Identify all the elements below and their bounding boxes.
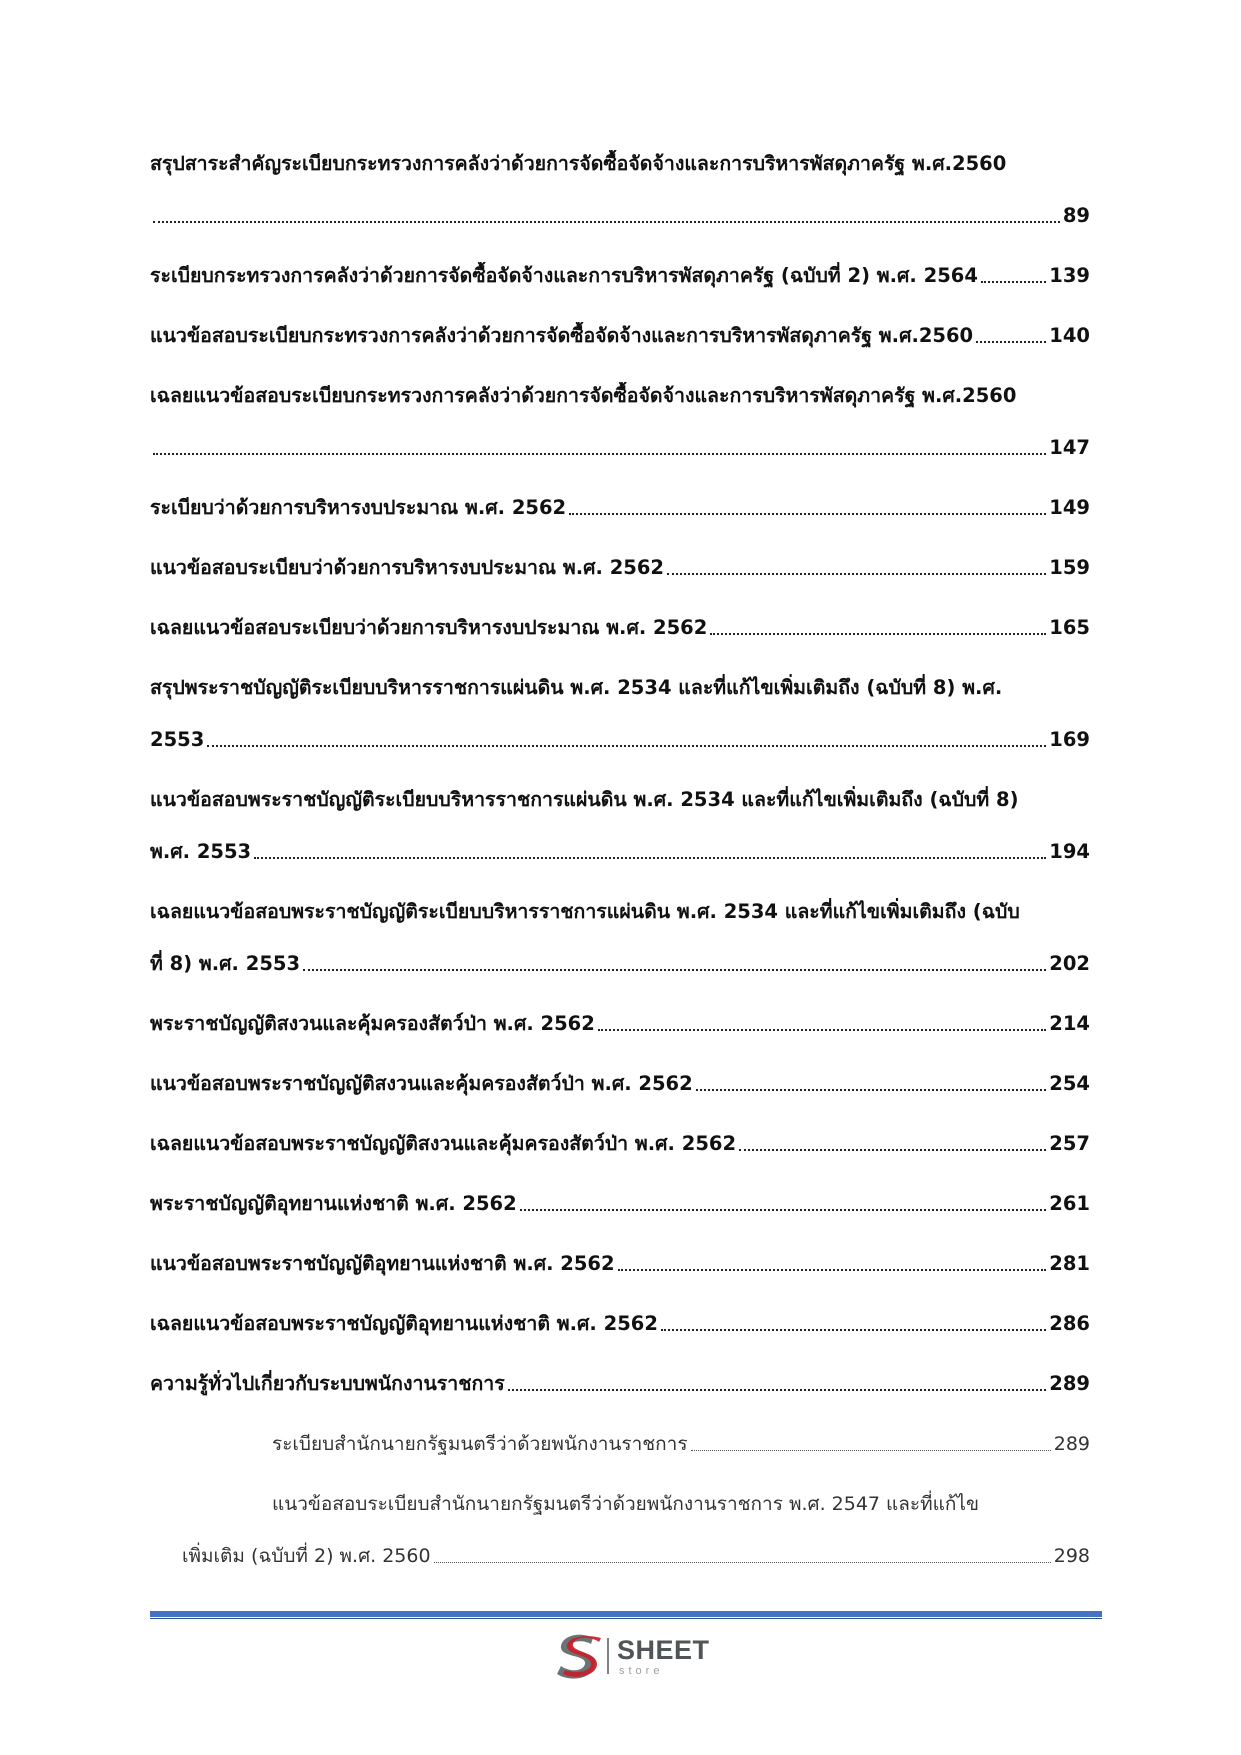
table-of-contents (150, 150, 1090, 1602)
toc-entry[interactable] (150, 382, 1090, 462)
toc-entry-title-cont: พ.ศ. 2553 (150, 840, 252, 863)
toc-entry-title: แนวข้อสอบระเบียบสำนักนายกรัฐมนตรีว่าด้วยพนักงานราชการ พ.ศ. 2547 และที่แก้ไข (272, 1493, 979, 1515)
toc-page-number: 140 (1049, 324, 1090, 347)
dot-leader (153, 221, 1060, 223)
toc-entry-title: แนวข้อสอบระเบียบกระทรวงการคลังว่าด้วยการจัดซื้อจัดจ้างและการบริหารพัสดุภาครัฐ พ.ศ.2560 (150, 324, 974, 347)
toc-entry-title-cont: ที่ 8) พ.ศ. 2553 (150, 952, 301, 975)
toc-entry-title: แนวข้อสอบพระราชบัญญัติระเบียบบริหารราชการแผ่นดิน พ.ศ. 2534 และที่แก้ไขเพิ่มเติมถึง (ฉบับที่ 8) (150, 788, 1019, 811)
toc-entry[interactable] (150, 262, 1090, 290)
toc-entry-title: สรุปพระราชบัญญัติระเบียบบริหารราชการแผ่นดิน พ.ศ. 2534 และที่แก้ไขเพิ่มเติมถึง (ฉบับที่ 8) พ.ศ. (150, 676, 1003, 699)
dot-leader (618, 1269, 1047, 1271)
dot-leader (520, 1209, 1047, 1211)
dot-leader (696, 1089, 1047, 1091)
toc-entry[interactable] (150, 1070, 1090, 1098)
toc-page-number: 194 (1049, 840, 1090, 863)
toc-page-number: 169 (1049, 728, 1090, 751)
dot-leader (598, 1029, 1046, 1031)
toc-entry-title: สรุปสาระสำคัญระเบียบกระทรวงการคลังว่าด้วยการจัดซื้อจัดจ้างและการบริหารพัสดุภาครัฐ พ.ศ.2560 (150, 152, 1007, 175)
toc-page-number: 254 (1049, 1072, 1090, 1095)
sheet-store-s-icon (553, 1632, 607, 1680)
toc-entry[interactable] (150, 1190, 1090, 1218)
logo-subtitle: store (619, 1665, 664, 1677)
toc-entry[interactable] (150, 1310, 1090, 1338)
dot-leader (667, 573, 1046, 575)
toc-page-number: 286 (1049, 1312, 1090, 1335)
toc-page-number: 257 (1049, 1132, 1090, 1155)
dot-leader (661, 1329, 1046, 1331)
toc-entry-title: แนวข้อสอบพระราชบัญญัติอุทยานแห่งชาติ พ.ศ. 2562 (150, 1252, 615, 1275)
toc-page-number: 289 (1053, 1433, 1090, 1455)
toc-entry-title: แนวข้อสอบพระราชบัญญัติสงวนและคุ้มครองสัตว์ป่า พ.ศ. 2562 (150, 1072, 693, 1095)
toc-page-number: 214 (1049, 1012, 1090, 1035)
toc-entry[interactable] (150, 150, 1090, 230)
dot-leader (976, 341, 1046, 343)
toc-page-number: 281 (1049, 1252, 1090, 1275)
toc-entry-title: เฉลยแนวข้อสอบระเบียบกระทรวงการคลังว่าด้วยการจัดซื้อจัดจ้างและการบริหารพัสดุภาครัฐ พ.ศ.2560 (150, 384, 1017, 407)
toc-entry-title: ระเบียบว่าด้วยการบริหารงบประมาณ พ.ศ. 2562 (150, 496, 567, 519)
dot-leader (508, 1389, 1047, 1391)
toc-entry-title: เฉลยแนวข้อสอบพระราชบัญญัติระเบียบบริหารราชการแผ่นดิน พ.ศ. 2534 และที่แก้ไขเพิ่มเติมถึง (ฉบับ (150, 900, 1020, 923)
toc-entry[interactable] (150, 1130, 1090, 1158)
toc-entry[interactable] (150, 674, 1090, 754)
dot-leader (434, 1562, 1051, 1563)
dot-leader (981, 281, 1046, 283)
toc-entry-title-cont: เพิ่มเติม (ฉบับที่ 2) พ.ศ. 2560 (182, 1545, 431, 1567)
sheet-store-logo (553, 1632, 723, 1680)
toc-entry[interactable] (150, 494, 1090, 522)
toc-entry-title: พระราชบัญญัติสงวนและคุ้มครองสัตว์ป่า พ.ศ. 2562 (150, 1012, 595, 1035)
toc-page-number: 298 (1053, 1545, 1090, 1567)
toc-entry-title: เฉลยแนวข้อสอบพระราชบัญญัติสงวนและคุ้มครองสัตว์ป่า พ.ศ. 2562 (150, 1132, 737, 1155)
toc-page-number: 147 (1049, 436, 1090, 459)
footer-rule (150, 1611, 1102, 1617)
logo-wordmark: SHEET (617, 1635, 710, 1665)
toc-entry[interactable] (150, 554, 1090, 582)
toc-page-number: 89 (1062, 204, 1090, 227)
toc-page-number: 289 (1049, 1372, 1090, 1395)
dot-leader (207, 745, 1046, 747)
toc-entry[interactable] (150, 1010, 1090, 1038)
dot-leader (153, 453, 1046, 455)
toc-page-number: 159 (1049, 556, 1090, 579)
toc-entry-title: พระราชบัญญัติอุทยานแห่งชาติ พ.ศ. 2562 (150, 1192, 517, 1215)
toc-entry-title: แนวข้อสอบระเบียบว่าด้วยการบริหารงบประมาณ พ.ศ. 2562 (150, 556, 664, 579)
toc-entry-title-cont: 2553 (150, 728, 205, 751)
toc-page-number: 202 (1049, 952, 1090, 975)
toc-entry-title: เฉลยแนวข้อสอบระเบียบว่าด้วยการบริหารงบประมาณ พ.ศ. 2562 (150, 616, 708, 639)
toc-entry-title: ระเบียบกระทรวงการคลังว่าด้วยการจัดซื้อจัดจ้างและการบริหารพัสดุภาครัฐ (ฉบับที่ 2) พ.ศ. 2564 (150, 264, 978, 287)
toc-page-number: 261 (1049, 1192, 1090, 1215)
dot-leader (254, 857, 1046, 859)
toc-entry[interactable] (150, 898, 1090, 978)
dot-leader (691, 1450, 1051, 1451)
toc-entry[interactable] (150, 322, 1090, 350)
toc-entry-title: ระเบียบสำนักนายกรัฐมนตรีว่าด้วยพนักงานราชการ (272, 1433, 688, 1455)
toc-entry[interactable] (150, 1370, 1090, 1398)
toc-subentry[interactable] (150, 1490, 1090, 1570)
toc-entry-title: เฉลยแนวข้อสอบพระราชบัญญัติอุทยานแห่งชาติ พ.ศ. 2562 (150, 1312, 658, 1335)
toc-page-number: 149 (1049, 496, 1090, 519)
toc-page-number: 165 (1049, 616, 1090, 639)
dot-leader (303, 969, 1046, 971)
dot-leader (739, 1149, 1046, 1151)
toc-subentry[interactable] (150, 1430, 1090, 1458)
toc-entry[interactable] (150, 614, 1090, 642)
dot-leader (569, 513, 1046, 515)
toc-entry[interactable] (150, 786, 1090, 866)
dot-leader (710, 633, 1046, 635)
toc-entry-title: ความรู้ทั่วไปเกี่ยวกับระบบพนักงานราชการ (150, 1372, 505, 1395)
toc-page-number: 139 (1049, 264, 1090, 287)
logo-divider (607, 1638, 609, 1674)
toc-entry[interactable] (150, 1250, 1090, 1278)
